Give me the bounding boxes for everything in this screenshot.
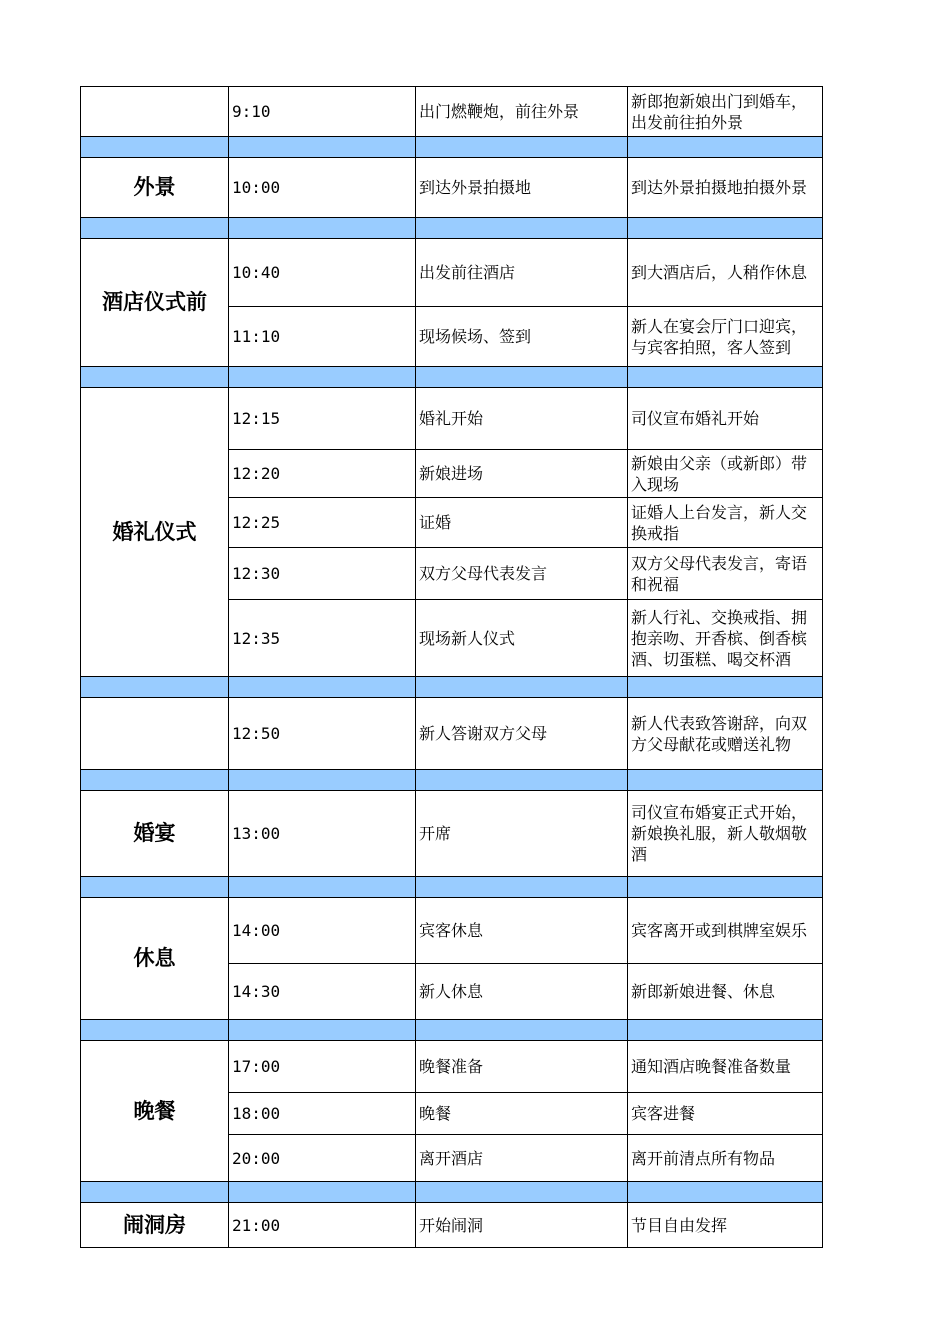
wedding-schedule-table [80, 86, 823, 1248]
separator-cell [628, 218, 823, 239]
time-cell: 12:15 [229, 388, 416, 450]
note-cell [628, 1041, 823, 1093]
separator-cell [81, 137, 229, 158]
separator-row [81, 1182, 823, 1203]
note-text: 新人代表致答谢辞，向双方父母献花或赠送礼物 [631, 713, 808, 754]
event-cell: 晚餐准备 [416, 1041, 628, 1093]
event-cell: 新人休息 [416, 964, 628, 1020]
note-text: 到大酒店后，人稍作休息 [631, 263, 808, 282]
note-cell [628, 388, 823, 450]
schedule-row [81, 898, 823, 964]
separator-row [81, 770, 823, 791]
stage-label [81, 87, 229, 137]
event-cell: 现场新人仪式 [416, 600, 628, 677]
stage-label: 酒店仪式前 [81, 239, 229, 367]
separator-cell [229, 218, 416, 239]
event-cell: 晚餐 [416, 1093, 628, 1135]
schedule-row [81, 1203, 823, 1248]
stage-label: 晚餐 [81, 1041, 229, 1182]
note-cell [628, 898, 823, 964]
stage-label [81, 698, 229, 770]
stage-label: 休息 [81, 898, 229, 1020]
note-text: 新郎抱新娘出门到婚车，出发前往拍外景 [631, 91, 808, 132]
time-cell: 21:00 [229, 1203, 416, 1248]
note-text: 离开前清点所有物品 [631, 1148, 776, 1168]
separator-cell [416, 677, 628, 698]
note-text: 证婚人上台发言，新人交换戒指 [631, 502, 808, 543]
separator-cell [628, 770, 823, 791]
note-text: 新人行礼、交换戒指、拥抱亲吻、开香槟、倒香槟酒、切蛋糕、喝交杯酒 [631, 607, 808, 669]
note-cell [628, 964, 823, 1020]
separator-row [81, 367, 823, 388]
event-cell: 出门燃鞭炮，前往外景 [416, 87, 628, 137]
stage-label: 闹洞房 [81, 1203, 229, 1248]
separator-cell [81, 677, 229, 698]
separator-cell [229, 677, 416, 698]
note-cell [628, 1203, 823, 1248]
note-cell [628, 600, 823, 677]
separator-row [81, 877, 823, 898]
time-cell: 18:00 [229, 1093, 416, 1135]
separator-cell [81, 770, 229, 791]
event-cell: 出发前往酒店 [416, 239, 628, 307]
time-cell: 20:00 [229, 1135, 416, 1182]
note-cell [628, 1135, 823, 1182]
separator-cell [229, 137, 416, 158]
note-text: 司仪宣布婚礼开始 [631, 409, 760, 428]
schedule-row [81, 791, 823, 877]
note-cell [628, 239, 823, 307]
note-text: 新娘由父亲（或新郎）带入现场 [631, 453, 808, 494]
time-cell: 9:10 [229, 87, 416, 137]
separator-cell [416, 137, 628, 158]
event-cell: 离开酒店 [416, 1135, 628, 1182]
note-text: 双方父母代表发言，寄语和祝福 [631, 553, 808, 594]
separator-cell [229, 367, 416, 388]
note-text: 到达外景拍摄地拍摄外景 [631, 178, 808, 197]
time-cell: 12:25 [229, 498, 416, 548]
event-cell: 婚礼开始 [416, 388, 628, 450]
time-cell: 12:50 [229, 698, 416, 770]
event-cell: 开席 [416, 791, 628, 877]
separator-cell [416, 218, 628, 239]
note-cell [628, 498, 823, 548]
separator-cell [628, 1020, 823, 1041]
note-cell [628, 450, 823, 498]
event-cell: 双方父母代表发言 [416, 548, 628, 600]
note-cell [628, 158, 823, 218]
separator-cell [81, 1020, 229, 1041]
note-text: 新郎新娘进餐、休息 [631, 982, 776, 1001]
time-cell: 10:00 [229, 158, 416, 218]
note-text: 宾客进餐 [631, 1104, 696, 1123]
stage-label: 外景 [81, 158, 229, 218]
note-text: 新人在宴会厅门口迎宾，与宾客拍照，客人签到 [631, 316, 808, 357]
time-cell: 10:40 [229, 239, 416, 307]
time-cell: 12:20 [229, 450, 416, 498]
schedule-body [81, 87, 823, 1248]
event-cell: 新娘进场 [416, 450, 628, 498]
separator-row [81, 1020, 823, 1041]
separator-cell [628, 367, 823, 388]
separator-cell [628, 877, 823, 898]
schedule-row [81, 239, 823, 307]
separator-cell [628, 1182, 823, 1203]
separator-row [81, 677, 823, 698]
schedule-row [81, 1041, 823, 1093]
schedule-row [81, 388, 823, 450]
event-cell: 开始闹洞 [416, 1203, 628, 1248]
separator-cell [229, 1182, 416, 1203]
separator-cell [416, 1020, 628, 1041]
note-text: 宾客离开或到棋牌室娱乐 [631, 921, 808, 940]
time-cell: 12:35 [229, 600, 416, 677]
event-cell: 证婚 [416, 498, 628, 548]
time-cell: 17:00 [229, 1041, 416, 1093]
note-cell [628, 548, 823, 600]
separator-row [81, 137, 823, 158]
event-cell: 现场候场、签到 [416, 307, 628, 367]
separator-row [81, 218, 823, 239]
separator-cell [229, 877, 416, 898]
schedule-row [81, 87, 823, 137]
note-cell [628, 698, 823, 770]
note-cell [628, 87, 823, 137]
separator-cell [81, 1182, 229, 1203]
time-cell: 11:10 [229, 307, 416, 367]
note-cell [628, 307, 823, 367]
schedule-row [81, 698, 823, 770]
separator-cell [416, 877, 628, 898]
note-cell [628, 791, 823, 877]
separator-cell [81, 367, 229, 388]
note-cell [628, 1093, 823, 1135]
time-cell: 14:30 [229, 964, 416, 1020]
separator-cell [416, 367, 628, 388]
note-text: 司仪宣布婚宴正式开始，新娘换礼服，新人敬烟敬酒 [631, 803, 808, 864]
separator-cell [416, 770, 628, 791]
event-cell: 到达外景拍摄地 [416, 158, 628, 218]
separator-cell [81, 218, 229, 239]
note-text: 节目自由发挥 [631, 1215, 728, 1235]
separator-cell [416, 1182, 628, 1203]
separator-cell [628, 677, 823, 698]
event-cell: 新人答谢双方父母 [416, 698, 628, 770]
event-cell: 宾客休息 [416, 898, 628, 964]
separator-cell [81, 877, 229, 898]
schedule-row [81, 158, 823, 218]
stage-label: 婚宴 [81, 791, 229, 877]
stage-label: 婚礼仪式 [81, 388, 229, 677]
separator-cell [628, 137, 823, 158]
time-cell: 12:30 [229, 548, 416, 600]
note-text: 通知酒店晚餐准备数量 [631, 1057, 792, 1076]
time-cell: 14:00 [229, 898, 416, 964]
separator-cell [229, 1020, 416, 1041]
time-cell: 13:00 [229, 791, 416, 877]
separator-cell [229, 770, 416, 791]
